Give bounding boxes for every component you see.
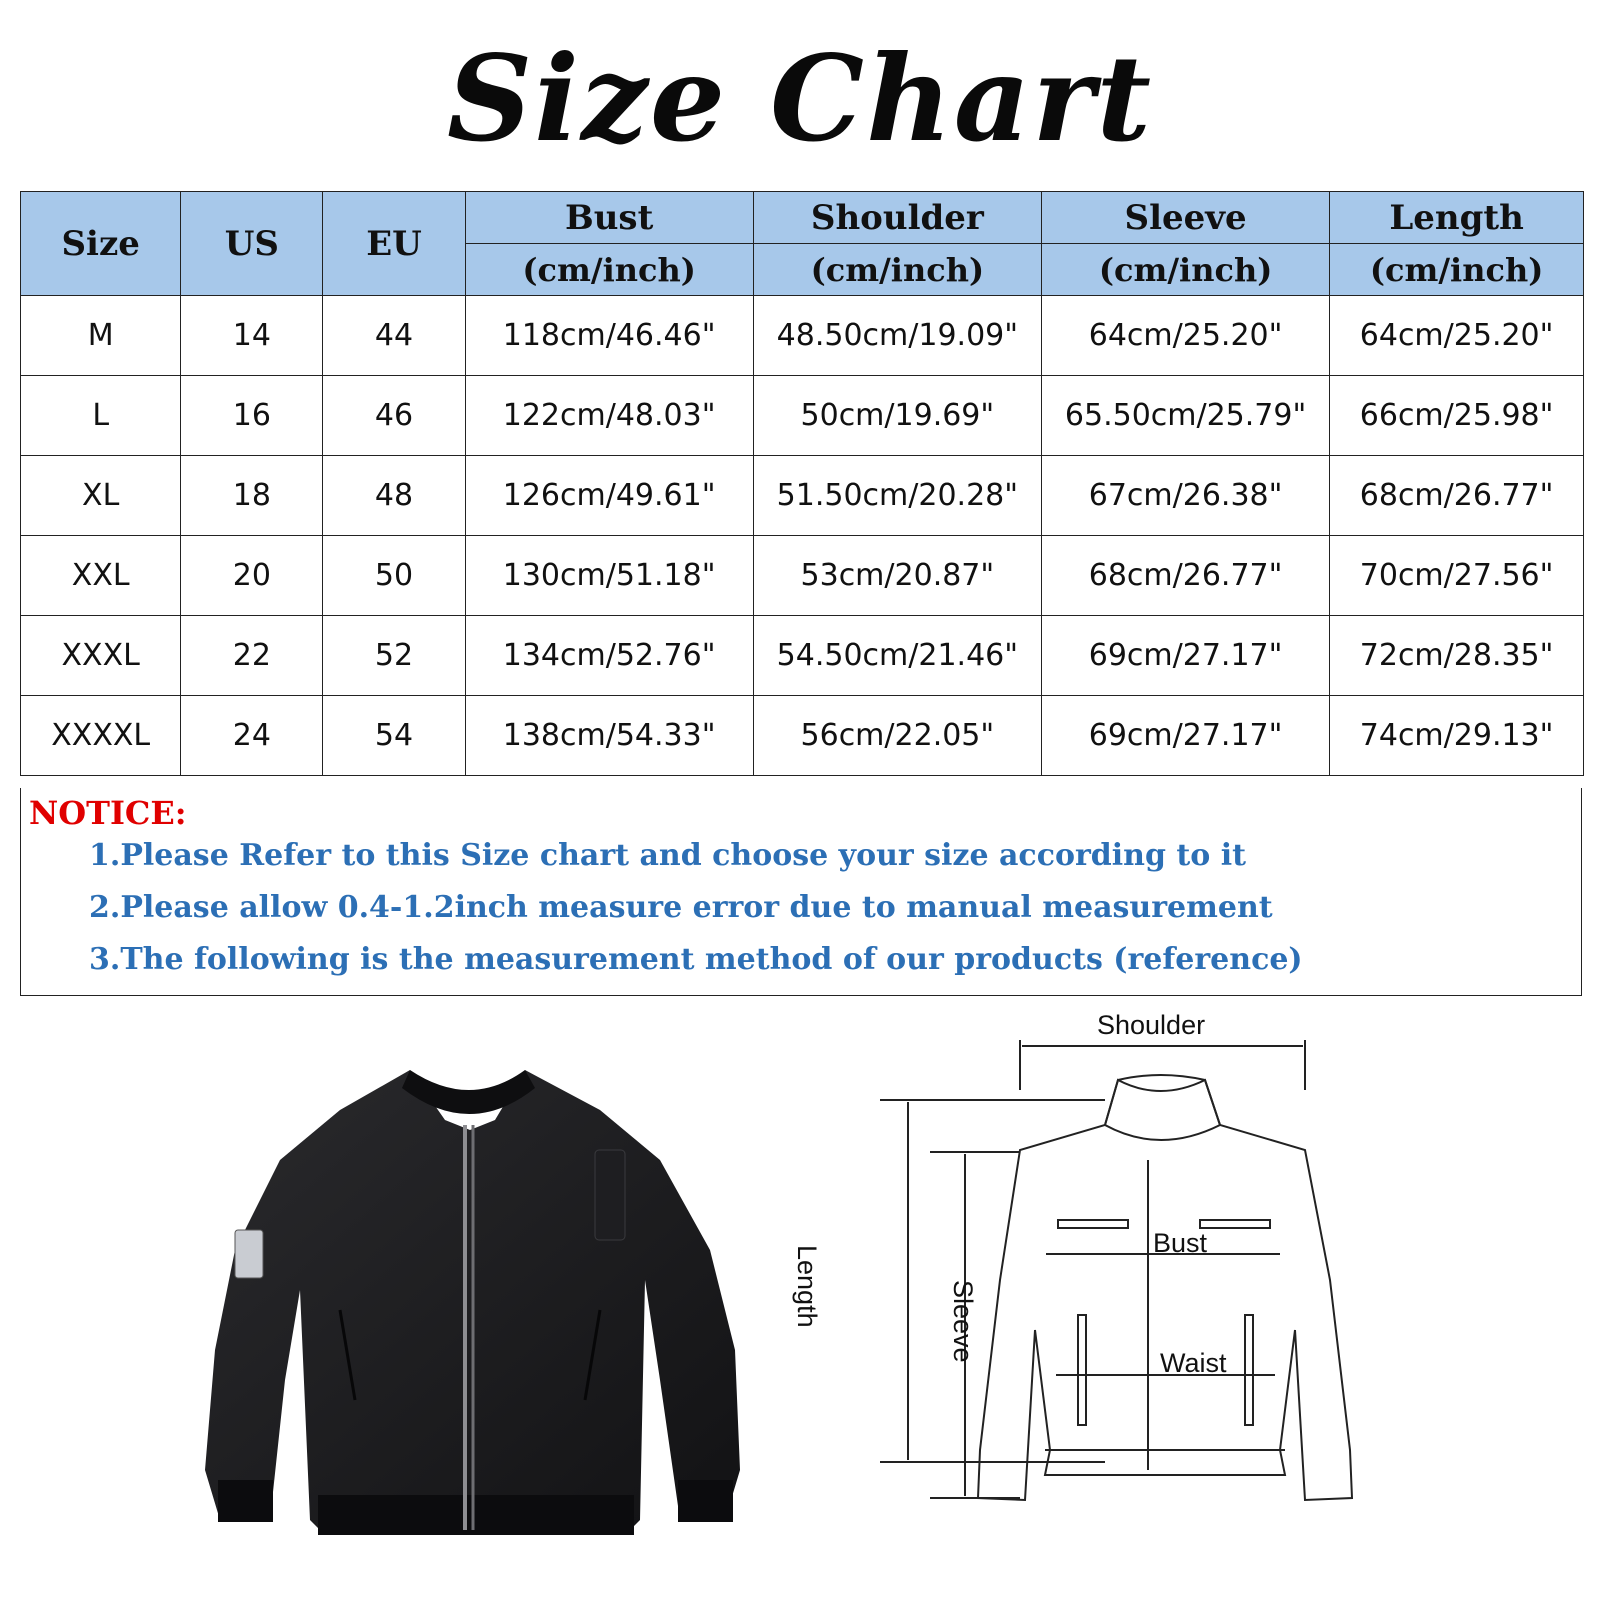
notice-item: 1.Please Refer to this Size chart and choose your size according to it [89, 838, 1246, 873]
cell-shoulder: 51.50cm/20.28" [753, 456, 1041, 536]
header-bust-unit: (cm/inch) [465, 244, 753, 296]
notice-item: 2.Please allow 0.4-1.2inch measure error due to manual measurement [89, 890, 1273, 925]
header-sleeve: Sleeve [1041, 192, 1329, 244]
header-sleeve-unit: (cm/inch) [1041, 244, 1329, 296]
notice-title: NOTICE: [29, 794, 187, 832]
table-row [21, 456, 1584, 536]
cell-length: 68cm/26.77" [1330, 456, 1584, 536]
cell-size: XXXL [21, 616, 181, 696]
notice-item: 3.The following is the measurement method of our products (reference) [89, 942, 1303, 977]
cell-eu: 46 [323, 376, 465, 456]
measurement-diagram [860, 1030, 1420, 1570]
table-row [21, 296, 1584, 376]
header-shoulder: Shoulder [753, 192, 1041, 244]
cell-bust: 122cm/48.03" [465, 376, 753, 456]
cell-eu: 44 [323, 296, 465, 376]
header-size: Size [21, 192, 181, 296]
cell-shoulder: 54.50cm/21.46" [753, 616, 1041, 696]
size-table [20, 191, 1584, 776]
cell-bust: 138cm/54.33" [465, 696, 753, 776]
table-row [21, 376, 1584, 456]
cell-size: XL [21, 456, 181, 536]
cell-length: 72cm/28.35" [1330, 616, 1584, 696]
cell-size: L [21, 376, 181, 456]
cell-bust: 134cm/52.76" [465, 616, 753, 696]
cell-length: 66cm/25.98" [1330, 376, 1584, 456]
cell-eu: 54 [323, 696, 465, 776]
cell-bust: 130cm/51.18" [465, 536, 753, 616]
table-row [21, 696, 1584, 776]
cell-eu: 52 [323, 616, 465, 696]
cell-bust: 126cm/49.61" [465, 456, 753, 536]
cell-size: XXL [21, 536, 181, 616]
cell-us: 22 [181, 616, 323, 696]
cell-size: M [21, 296, 181, 376]
cell-shoulder: 50cm/19.69" [753, 376, 1041, 456]
cell-sleeve: 68cm/26.77" [1041, 536, 1329, 616]
cell-bust: 118cm/46.46" [465, 296, 753, 376]
cell-sleeve: 67cm/26.38" [1041, 456, 1329, 536]
cell-length: 70cm/27.56" [1330, 536, 1584, 616]
cell-us: 18 [181, 456, 323, 536]
header-us: US [181, 192, 323, 296]
sleeve-label: Sleeve [948, 1280, 978, 1363]
cell-eu: 48 [323, 456, 465, 536]
table-row [21, 616, 1584, 696]
cell-us: 14 [181, 296, 323, 376]
header-bust: Bust [465, 192, 753, 244]
notice-box [20, 788, 1582, 996]
cell-size: XXXXL [21, 696, 181, 776]
cell-length: 64cm/25.20" [1330, 296, 1584, 376]
length-label: Length [792, 1245, 822, 1328]
cell-us: 16 [181, 376, 323, 456]
cell-sleeve: 69cm/27.17" [1041, 616, 1329, 696]
cell-us: 20 [181, 536, 323, 616]
jacket-photo [190, 1050, 750, 1570]
cell-us: 24 [181, 696, 323, 776]
header-length-unit: (cm/inch) [1330, 244, 1584, 296]
cell-sleeve: 69cm/27.17" [1041, 696, 1329, 776]
cell-shoulder: 56cm/22.05" [753, 696, 1041, 776]
cell-eu: 50 [323, 536, 465, 616]
cell-sleeve: 64cm/25.20" [1041, 296, 1329, 376]
cell-shoulder: 48.50cm/19.09" [753, 296, 1041, 376]
cell-shoulder: 53cm/20.87" [753, 536, 1041, 616]
shoulder-label: Shoulder [1097, 1010, 1206, 1040]
waist-label: Waist [1160, 1348, 1227, 1378]
header-eu: EU [323, 192, 465, 296]
header-length: Length [1330, 192, 1584, 244]
cell-sleeve: 65.50cm/25.79" [1041, 376, 1329, 456]
bust-label: Bust [1153, 1228, 1208, 1258]
table-row [21, 536, 1584, 616]
page-title: Size Chart [446, 29, 1154, 168]
cell-length: 74cm/29.13" [1330, 696, 1584, 776]
header-shoulder-unit: (cm/inch) [753, 244, 1041, 296]
